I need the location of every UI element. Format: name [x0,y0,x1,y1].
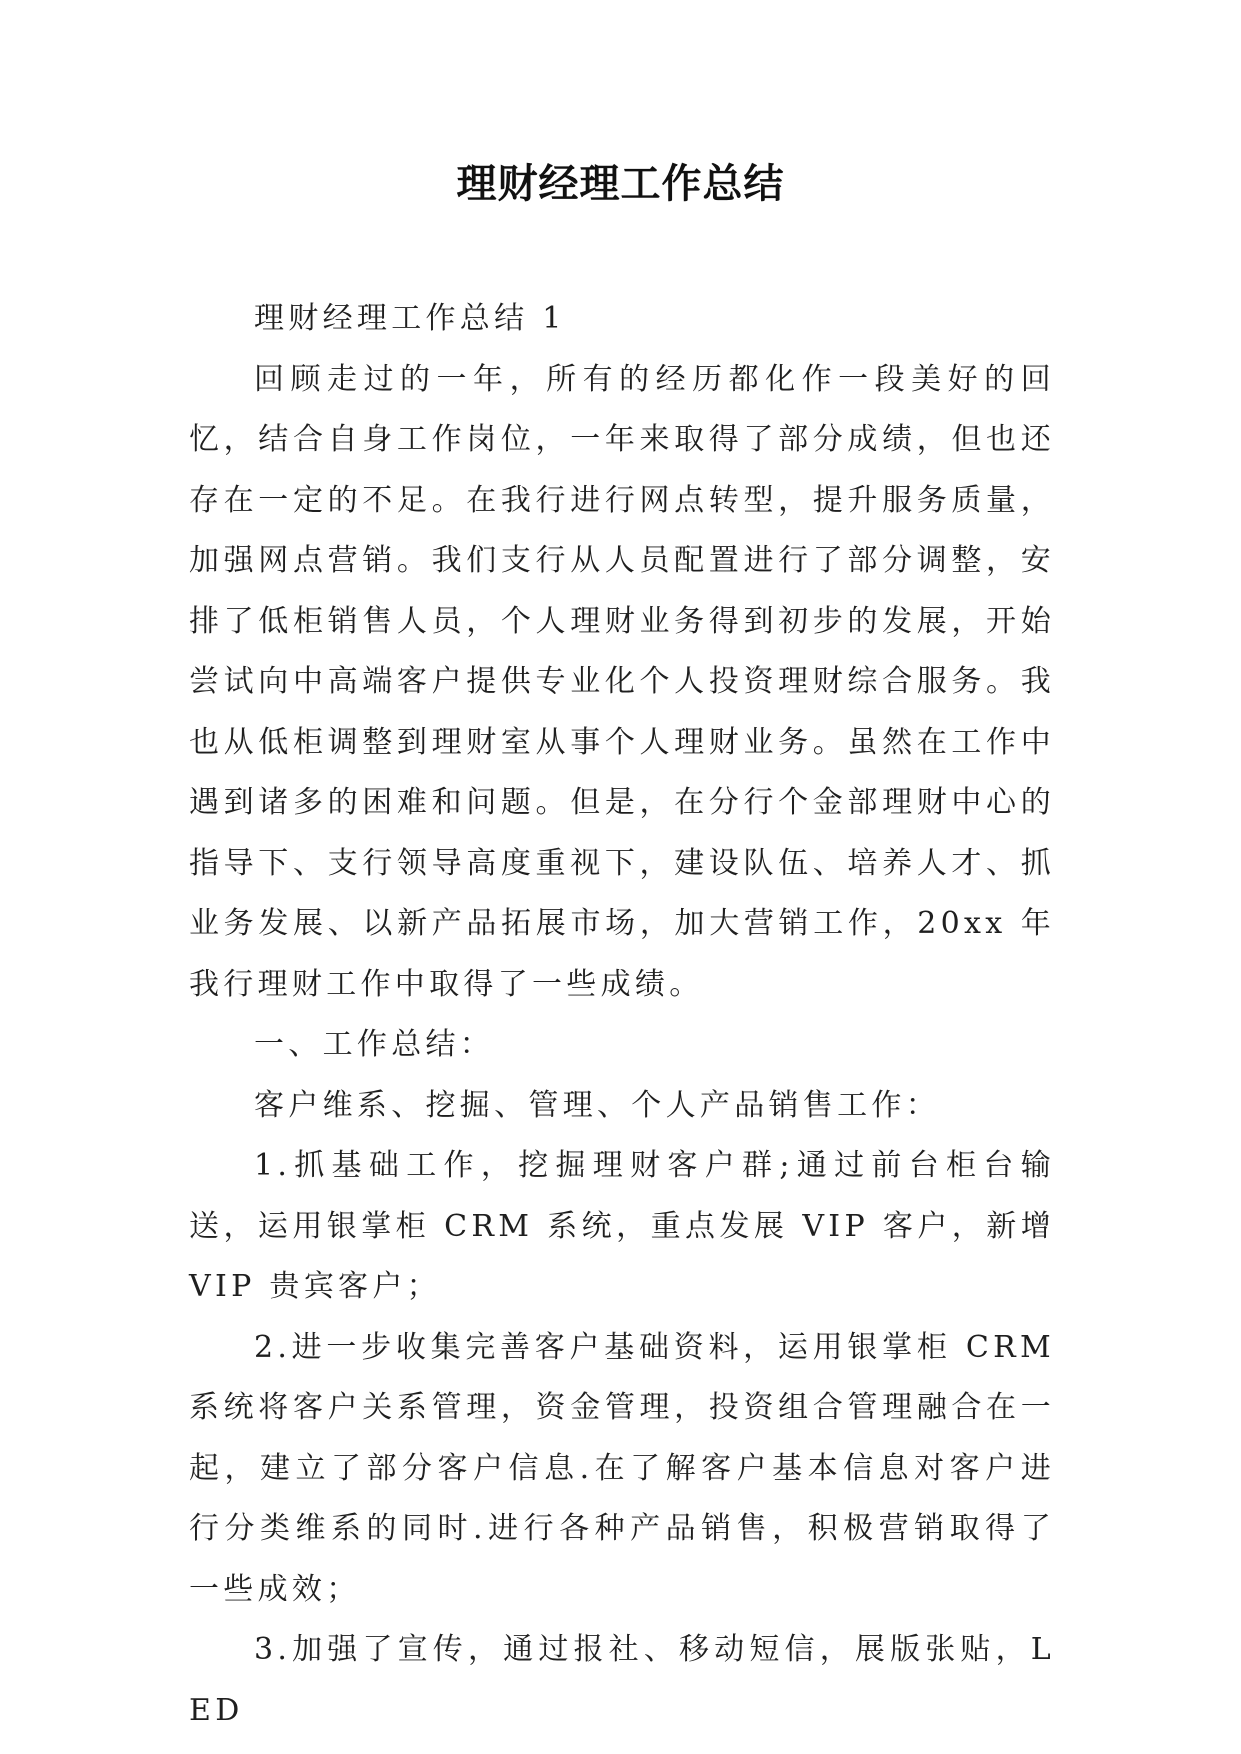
document-title: 理财经理工作总结 [456,160,785,207]
list-item-3: 3.加强了宣传，通过报社、移动短信，展版张贴，LED [189,1632,1055,1728]
section-heading-work-summary: 一、工作总结： [254,1027,495,1062]
paragraph-review: 回顾走过的一年，所有的经历都化作一段美好的回忆，结合自身工作岗位，一年来取得了部分成绩，但也还存在一定的不足。在我行进行网点转型，提升服务质量，加强网点营销。我们支行从人员配置进行了部分调整，安排了低柜销售人员，个人理财业务得到初步的发展，开始尝试向中高端客户提供专业化个人投资理财综合服务。我也从低柜调整到理财室从事个人理财业务。虽然在工作中遇到诸多的困难和问题。但是，在分行个金部理财中心的指导下、支行领导高度重视下，建设队伍、培养人才、抓业务发展、以新产品拓展市场，加大营销工作，20xx 年我行理财工作中取得了一些成绩。 [189,361,1055,1002]
list-item-1: 1.抓基础工作，挖掘理财客户群;通过前台柜台输送，运用银掌柜 CRM 系统，重点发展 VIP 客户，新增 VIP 贵宾客户； [189,1148,1055,1304]
list-item-2: 2.进一步收集完善客户基础资料，运用银掌柜 CRM 系统将客户关系管理，资金管理，投资组合管理融合在一起，建立了部分客户信息.在了解客户基本信息对客户进行分类维系的同时.进行各种产品销售，积极营销取得了一些成效； [189,1329,1055,1607]
section-heading-1: 理财经理工作总结 1 [254,301,566,336]
document-body [189,289,1055,1741]
subsection-heading-customer: 客户维系、挖掘、管理、个人产品销售工作： [254,1087,940,1123]
